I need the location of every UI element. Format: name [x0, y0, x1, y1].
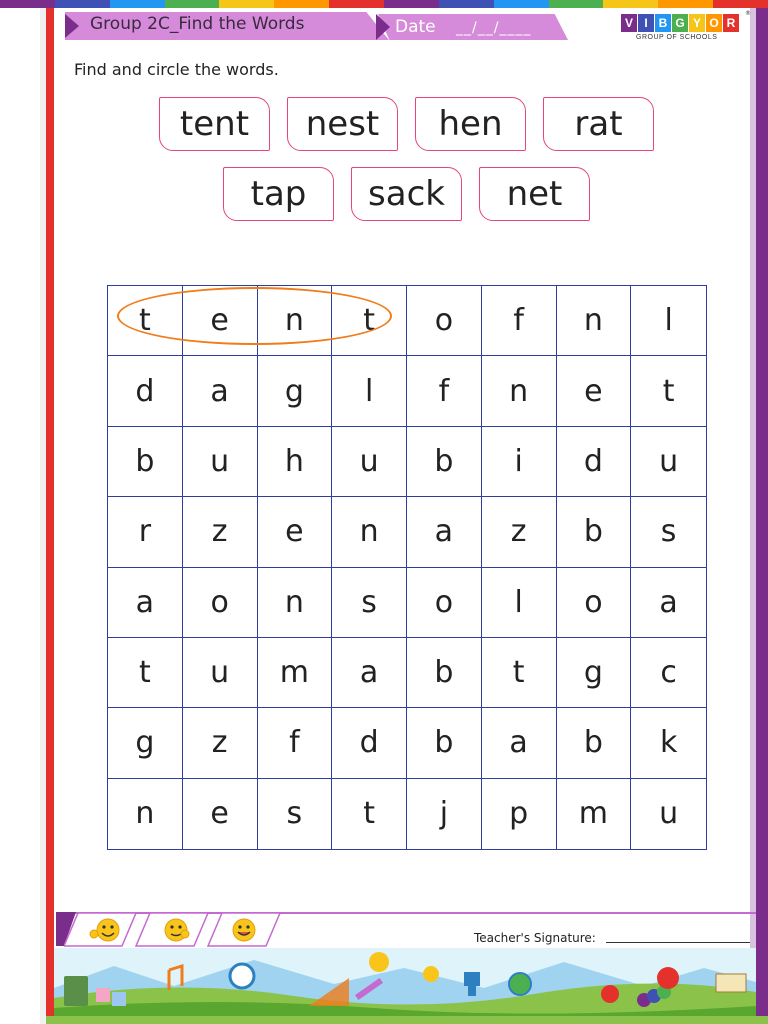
logo-letter: O	[706, 14, 722, 32]
logo-letter: Y	[689, 14, 705, 32]
rating-badges	[64, 912, 284, 948]
grid-cell[interactable]: r	[108, 497, 183, 567]
grid-cell[interactable]: l	[631, 286, 706, 356]
badge-3	[208, 913, 280, 946]
school-logo	[621, 14, 740, 32]
teacher-signature-line[interactable]	[606, 942, 750, 943]
grid-cell[interactable]: e	[183, 286, 258, 356]
worksheet-title: Group 2C_Find the Words	[90, 14, 305, 34]
grid-cell[interactable]: u	[659, 796, 679, 832]
grid-cell[interactable]: g	[557, 638, 632, 708]
rainbow-stripe	[0, 0, 768, 8]
grid-cell[interactable]: s	[332, 568, 407, 638]
grid-cell[interactable]: m	[557, 779, 632, 849]
word-search-grid	[107, 285, 707, 850]
instruction-text: Find and circle the words.	[74, 60, 279, 79]
rainbow-segment	[165, 0, 220, 8]
logo-letter: V	[621, 14, 637, 32]
grid-cell[interactable]: j	[407, 779, 482, 849]
rainbow-segment	[329, 0, 384, 8]
grid-cell[interactable]: z	[183, 497, 258, 567]
logo-subtitle: GROUP OF SCHOOLS	[636, 34, 718, 41]
footer-illustration	[54, 948, 756, 1016]
apple-icon	[601, 985, 619, 1003]
grid-cell[interactable]: b	[557, 708, 632, 778]
rainbow-segment	[274, 0, 329, 8]
logo-letter: R	[723, 14, 739, 32]
grid-cell[interactable]: u	[183, 427, 258, 497]
grid-cell[interactable]: u	[332, 427, 407, 497]
grid-cell[interactable]: n	[258, 286, 333, 356]
badge-2	[136, 913, 208, 946]
grid-cell[interactable]: n	[108, 779, 183, 849]
word-box-sack: sack	[351, 167, 462, 221]
date-label: Date	[395, 17, 436, 37]
word-box-net: net	[479, 167, 590, 221]
grid-cell[interactable]: s	[631, 497, 706, 567]
grid-cell[interactable]: n	[332, 497, 407, 567]
grid-cell[interactable]: n	[482, 356, 557, 426]
word-box-tent: tent	[159, 97, 270, 151]
grid-cell[interactable]: c	[631, 638, 706, 708]
grid-cell[interactable]: a	[407, 497, 482, 567]
rainbow-segment	[439, 0, 494, 8]
grid-cell[interactable]: a	[631, 568, 706, 638]
grid-cell[interactable]: t	[631, 356, 706, 426]
grid-cell[interactable]: d	[108, 356, 183, 426]
grid-cell[interactable]: b	[407, 708, 482, 778]
grid-cell[interactable]: o	[183, 568, 258, 638]
rainbow-segment	[549, 0, 604, 8]
grid-cell[interactable]: l	[332, 356, 407, 426]
grid-cell[interactable]: e	[557, 356, 632, 426]
grid-cell[interactable]: o	[407, 568, 482, 638]
grid-cell[interactable]: k	[631, 708, 706, 778]
lightbulb-icon	[423, 966, 439, 982]
bottom-border	[46, 1016, 768, 1024]
grid-cell[interactable]: s	[258, 779, 333, 849]
grid-cell[interactable]: u	[631, 427, 706, 497]
rainbow-segment	[0, 0, 55, 8]
grid-cell[interactable]: h	[258, 427, 333, 497]
grid-cell[interactable]: b	[557, 497, 632, 567]
clock-icon	[230, 964, 254, 988]
rainbow-segment	[384, 0, 439, 8]
grid-cell[interactable]: t	[108, 638, 183, 708]
title-banner-arrow	[65, 14, 79, 38]
badge-1	[64, 913, 136, 946]
grid-cell[interactable]: z	[183, 708, 258, 778]
grid-cell[interactable]: t	[332, 779, 407, 849]
registered-mark: ®	[745, 10, 751, 17]
grid-cell[interactable]: g	[108, 708, 183, 778]
grid-cell[interactable]: m	[258, 638, 333, 708]
grid-cell[interactable]: l	[482, 568, 557, 638]
word-box-tap: tap	[223, 167, 334, 221]
open-book-icon	[716, 974, 746, 992]
grid-cell[interactable]: d	[557, 427, 632, 497]
logo-letter: B	[655, 14, 671, 32]
grid-cell[interactable]: i	[482, 427, 557, 497]
grid-cell[interactable]: n	[258, 568, 333, 638]
grid-cell[interactable]: o	[557, 568, 632, 638]
right-border	[756, 8, 768, 1024]
globe-icon	[509, 973, 531, 995]
grid-cell[interactable]: f	[258, 708, 333, 778]
grid-cell[interactable]: z	[482, 497, 557, 567]
grid-cell[interactable]: p	[482, 779, 557, 849]
grid-cell[interactable]: f	[407, 356, 482, 426]
grid-cell[interactable]: a	[108, 568, 183, 638]
grid-cell[interactable]: t	[108, 286, 183, 356]
teacher-signature-label: Teacher's Signature:	[474, 931, 596, 945]
grid-cell[interactable]: a	[183, 356, 258, 426]
grid-cell[interactable]: b	[108, 427, 183, 497]
rainbow-segment	[713, 0, 768, 8]
rainbow-segment	[219, 0, 274, 8]
word-box-hen: hen	[415, 97, 526, 151]
rainbow-segment	[110, 0, 165, 8]
rainbow-segment	[494, 0, 549, 8]
grid-cell[interactable]: a	[332, 638, 407, 708]
date-banner-arrow	[376, 14, 390, 40]
book-icon	[64, 976, 88, 1006]
grid-cell[interactable]: t	[332, 286, 407, 356]
grid-cell[interactable]: u	[183, 638, 258, 708]
logo-letter: I	[638, 14, 654, 32]
left-border	[46, 8, 54, 1024]
logo-letter: G	[672, 14, 688, 32]
rainbow-segment	[603, 0, 658, 8]
grid-cell[interactable]: b	[407, 427, 482, 497]
grid-cell[interactable]: n	[557, 286, 632, 356]
word-box-nest: nest	[287, 97, 398, 151]
grid-cell[interactable]: o	[407, 286, 482, 356]
grid-cell[interactable]: f	[482, 286, 557, 356]
rainbow-segment	[55, 0, 110, 8]
date-field[interactable]: __/__/____	[456, 20, 532, 36]
grid-cell[interactable]: d	[332, 708, 407, 778]
grid-cell[interactable]: t	[482, 638, 557, 708]
grid-cell[interactable]: e	[258, 497, 333, 567]
grid-cell[interactable]: b	[407, 638, 482, 708]
grid-cell[interactable]: g	[258, 356, 333, 426]
grid-cell[interactable]: a	[482, 708, 557, 778]
rainbow-segment	[658, 0, 713, 8]
word-box-rat: rat	[543, 97, 654, 151]
grid-cell[interactable]: e	[183, 779, 258, 849]
